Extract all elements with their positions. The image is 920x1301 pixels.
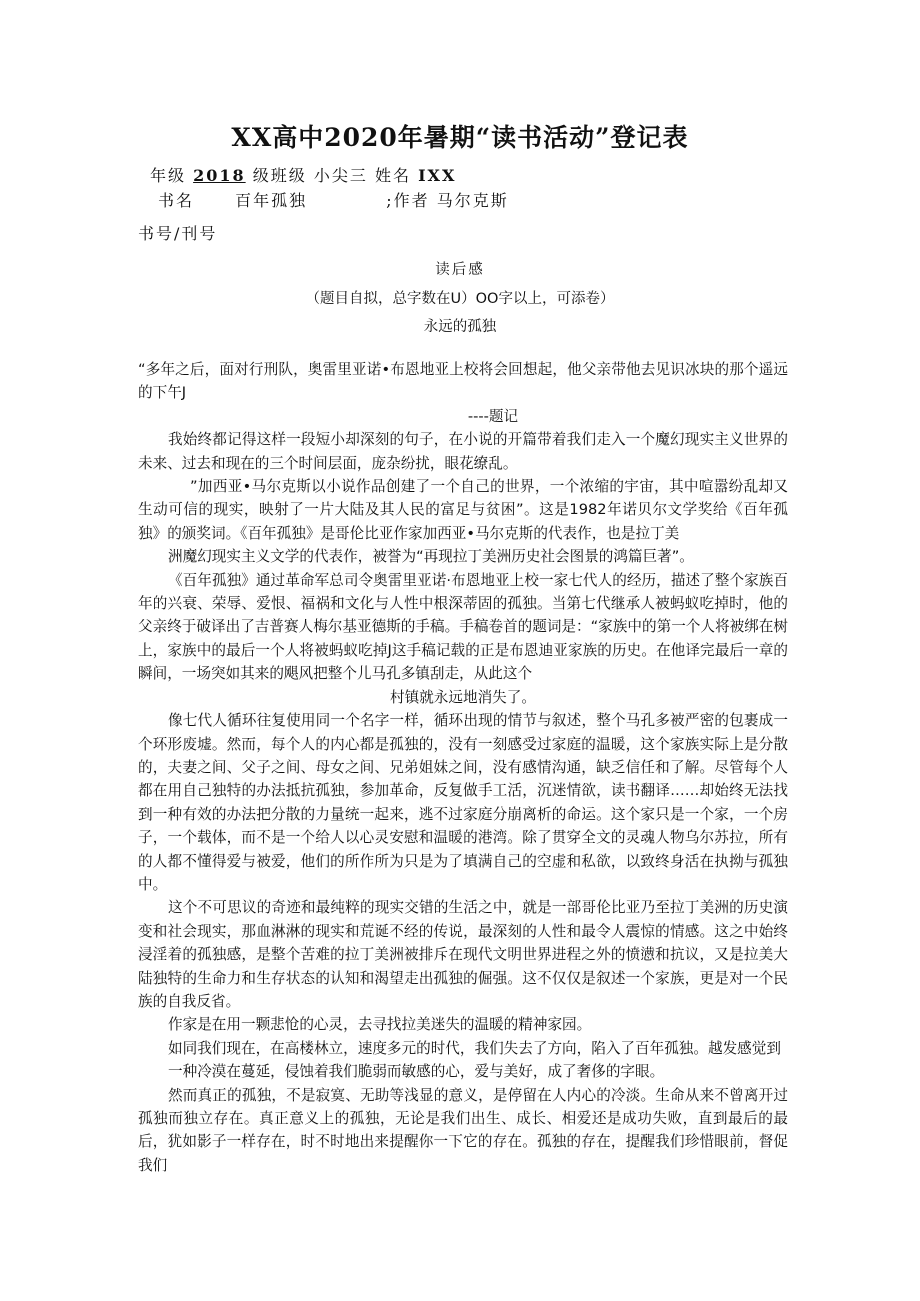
section-heading: 读后感 (435, 262, 485, 278)
page-title: XX高中2020年暑期“读书活动”登记表 (231, 123, 689, 152)
author-value: 马尔克斯 (436, 191, 509, 210)
paragraph-5: 这个不可思议的奇迹和最纯粹的现实交错的生活之中，就是一部哥伦比亚乃至拉丁美洲的历史演变和社会现实，那血淋淋的现实和荒诞不经的传说，最深刻的人性和最令人震惊的情感。这之中始终浸淫着的孤独感，是整个苦难的拉丁美洲被排斥在现代文明世界进程之外的愤懑和抗议，又是拉美大陆独特的生命力和生存状态的认知和渴望走出孤独的倔强。这不仅仅是叙述一个家族，更是对一个民族的自我反省。 (138, 899, 788, 1010)
form-row-book (158, 188, 509, 211)
paragraph-2-continued: 洲魔幻现实主义文学的代表作，被誉为“再现拉丁美洲历史社会图景的鸿篇巨著”。 (168, 548, 694, 566)
form-row-grade (150, 163, 456, 186)
name-label: 姓名 (374, 166, 411, 185)
paragraph-7-continued: 一种冷漠在蔓延，侵蚀着我们脆弱而敏感的心，爱与美好，成了奢侈的字眼。 (168, 1063, 665, 1081)
essay-body (138, 358, 788, 1177)
paragraph-3-continued: 村镇就永远地消失了。 (390, 688, 536, 706)
epigraph-signature: ----题记 (467, 407, 519, 425)
paragraph-6: 作家是在用一颗悲怆的心灵，去寻找拉美迷失的温暖的精神家园。 (168, 1016, 592, 1034)
grade-value: 2018 (193, 166, 246, 185)
paragraph-2: ”加西亚•马尔克斯以小说作品创建了一个自己的世界，一个浓缩的宇宙，其中喧嚣纷乱却又生动可信的现实，映射了一片大陆及其人民的富足与贫困”。这是1982年诺贝尔文学奖给《百年孤独》的颁奖词。《百年孤独》是哥伦比亚作家加西亚•马尔克斯的代表作，也是拉丁美 (138, 478, 788, 542)
isbn-label: 书号/刊号 (138, 224, 218, 243)
paragraph-7: 如同我们现在，在高楼林立，速度多元的时代，我们失去了方向，陷入了百年孤独。越发感觉到 (168, 1039, 781, 1057)
essay-title: 永远的孤独 (423, 319, 497, 335)
author-label: ;作者 (386, 191, 430, 210)
paragraph-8: 然而真正的孤独，不是寂寞、无助等浅显的意义，是停留在人内心的冷淡。生命从来不曾离开过孤独而独立存在。真正意义上的孤独，无论是我们出生、成长、相爱还是成功失败，直到最后的最后，犹如影子一样存在，时不时地出来提醒你一下它的存在。孤独的存在，提醒我们珍惜眼前，督促我们 (138, 1086, 788, 1174)
paragraph-1: 我始终都记得这样一段短小却深刻的句子，在小说的开篇带着我们走入一个魔幻现实主义世界的未来、过去和现在的三个时间层面，庞杂纷扰，眼花缭乱。 (138, 431, 788, 472)
paragraph-3: 《百年孤独》通过革命军总司令奥雷里亚诺·布恩地亚上校一家七代人的经历，描述了整个家族百年的兴衰、荣辱、爱恨、福祸和文化与人性中根深蒂固的孤独。当第七代继承人被蚂蚁吃掉时，他的父亲终于破译出了吉普赛人梅尔基亚德斯的手稿。手稿卷首的题词是：“家族中的第一个人将被绑在树上，家族中的最后一个人将被蚂蚁吃掉J这手稿记载的正是布恩迪亚家族的历史。在他译完最后一章的瞬间，一场突如其来的飓风把整个儿马孔多镇刮走，从此这个 (138, 571, 788, 683)
book-value: 百年孤独 (235, 191, 308, 210)
name-value: IXX (418, 166, 457, 185)
class-value: 小尖三 (313, 166, 368, 185)
grade-label: 年级 (150, 166, 187, 185)
book-label: 书名 (158, 191, 195, 210)
paragraph-4: 像七代人循环往复使用同一个名字一样，循环出现的情节与叙述，整个马孔多被严密的包裹成一个环形废墟。然而，每个人的内心都是孤独的，没有一刻感受过家庭的温暖，这个家族实际上是分散的，夫妻之间、父子之间、母女之间、兄弟姐妹之间，没有感情沟通，缺乏信任和了解。尽管每个人都在用自己独特的办法抵抗孤独，参加革命，反复做手工活，沉迷情欲，读书翻译……却始终无法找到一种有效的办法把分散的力量统一起来，逃不过家庭分崩离析的命运。这个家只是一个家，一个房子，一个载体，而不是一个给人以心灵安慰和温暖的港湾。除了贯穿全文的灵魂人物乌尔苏拉，所有的人都不懂得爱与被爱，他们的所作所为只是为了填满自己的空虚和私欲，以致终身活在执拗与孤独中。 (138, 712, 788, 893)
epigraph: “多年之后，面对行刑队，奥雷里亚诺•布恩地亚上校将会回想起，他父亲带他去见识冰块的那个遥远的下午J (138, 361, 788, 402)
section-note: （题目自拟，总字数在U）OO字以上，可添卷） (305, 291, 615, 307)
class-label: 级班级 (252, 166, 307, 185)
